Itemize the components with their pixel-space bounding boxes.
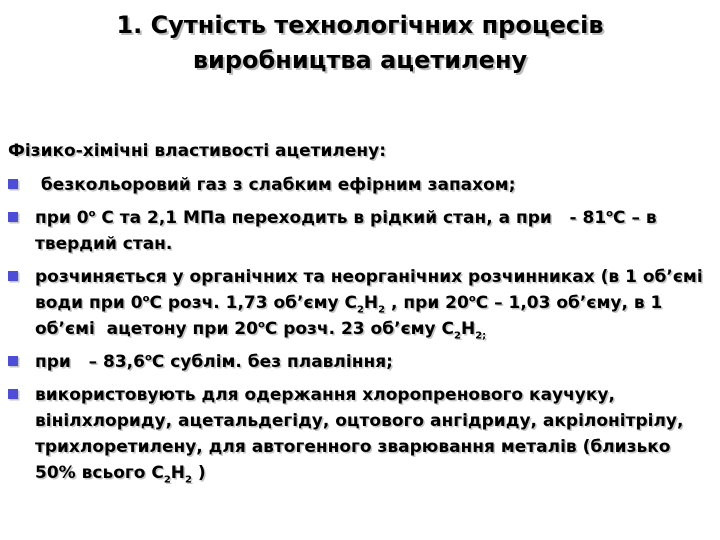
square-bullet-icon	[8, 179, 18, 189]
text-segment: Н	[363, 293, 379, 313]
bullet-text	[35, 352, 393, 372]
bullet-item	[8, 382, 704, 486]
superscript-text: o	[257, 319, 265, 331]
subscript-text: 2	[163, 474, 171, 486]
superscript-text: o	[468, 293, 476, 305]
superscript-text: o	[88, 208, 96, 220]
superscript-text: o	[142, 293, 150, 305]
bullet-text	[35, 267, 709, 342]
bullet-text	[35, 175, 516, 195]
slide-title	[20, 8, 700, 78]
section-subheading: Фізико-хімічні властивості ацетилену:	[8, 141, 387, 161]
subscript-text: 2	[356, 304, 364, 316]
text-segment: Н	[170, 463, 186, 483]
text-segment: С сублім. без плавління;	[151, 352, 393, 372]
text-segment: С розч. 23 об’єму С	[264, 319, 455, 339]
subscript-text: 2;	[475, 330, 487, 342]
slide-title-line-2: виробництва ацетилену	[192, 46, 528, 74]
text-segment: С – в твердий стан.	[35, 208, 663, 254]
superscript-text: o	[144, 352, 152, 364]
text-segment: С та 2,1 МПа переходить в рідкий стан, а при - 81	[95, 208, 607, 228]
superscript-text: o	[606, 208, 614, 220]
subscript-text: 2	[454, 330, 461, 342]
bullet-text	[35, 208, 663, 254]
text-segment: )	[192, 463, 206, 483]
text-segment: використовують для одержання хлоропренового каучуку, вінілхлориду, ацетальдегіду, оцтового ангідриду, акрілонітрілу, трихлоретилену, для автогенного зварювання металів (близько 50% всього С	[35, 385, 690, 483]
bullet-item	[8, 349, 704, 375]
square-bullet-icon	[8, 389, 18, 399]
text-segment: безкольоровий газ з слабким ефірним запахом;	[35, 175, 516, 195]
bullet-text	[35, 385, 690, 486]
text-segment: при – 83,6	[35, 352, 145, 372]
text-segment: розчиняється у органічних та неорганічних розчинниках (в 1 об’ємі води при 0	[35, 267, 709, 313]
square-bullet-icon	[8, 356, 18, 366]
properties-list	[8, 172, 709, 486]
bullet-item	[8, 264, 709, 342]
bullet-item	[8, 205, 704, 257]
text-segment: при 0	[35, 208, 89, 228]
slide-content	[8, 138, 709, 493]
text-segment: С – 1,03 об’єму, в 1 об’ємі ацетону при 20	[35, 293, 669, 339]
slide-title-line-1: 1. Сутність технологічних процесів	[116, 11, 604, 39]
square-bullet-icon	[8, 212, 18, 222]
text-segment: , при 20	[385, 293, 469, 313]
bullet-item	[8, 172, 704, 198]
square-bullet-icon	[8, 271, 18, 281]
text-segment: Н	[460, 319, 476, 339]
text-segment: С розч. 1,73 об’єму С	[149, 293, 357, 313]
subscript-text: 2	[185, 474, 192, 486]
subscript-text: 2	[378, 304, 386, 316]
